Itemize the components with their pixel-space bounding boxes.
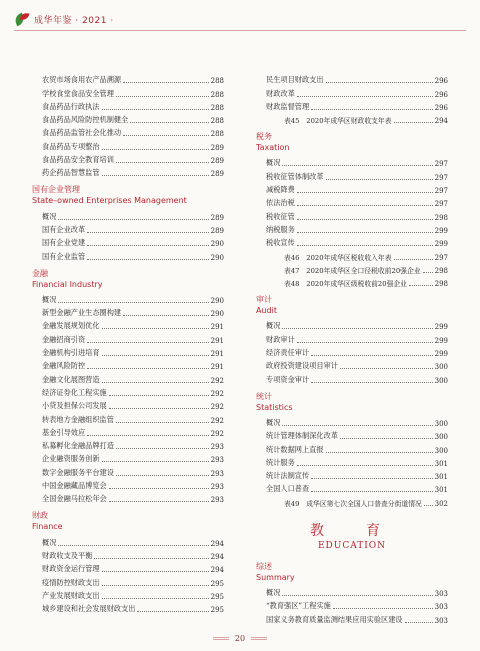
section-heading-en: Taxation — [256, 143, 290, 153]
toc-page-number: 297 — [434, 160, 448, 169]
toc-entry[interactable] — [32, 222, 224, 235]
toc-entry[interactable] — [256, 168, 448, 181]
toc-page-number: 297 — [434, 173, 448, 182]
toc-page-number: 303 — [434, 603, 448, 612]
toc-entry-title: “教育强区”工程实施 — [256, 601, 333, 611]
toc-entry-title: 中国金融藏品博览会 — [32, 481, 109, 491]
leader-dots — [123, 315, 209, 316]
toc-entry[interactable] — [32, 318, 224, 331]
toc-page-number: 296 — [434, 103, 448, 112]
toc-entry[interactable] — [32, 331, 224, 344]
toc-page-number: 293 — [210, 483, 224, 492]
toc-entry[interactable] — [32, 451, 224, 464]
toc-entry[interactable] — [32, 371, 224, 384]
leader-dots — [116, 448, 209, 449]
leader-dots — [130, 122, 208, 123]
toc-entry[interactable] — [256, 318, 448, 331]
toc-group-financial-industry — [32, 292, 224, 505]
leader-dots — [116, 96, 209, 97]
toc-entry[interactable] — [32, 152, 224, 165]
header-divider — [14, 30, 466, 31]
toc-entry[interactable] — [256, 481, 448, 494]
section-heading-en: Audit — [256, 306, 277, 316]
toc-entry[interactable] — [256, 455, 448, 468]
toc-page-number: 291 — [210, 323, 224, 332]
toc-entry-title: 国有企业党建 — [32, 238, 87, 248]
leader-dots — [94, 558, 208, 559]
leader-dots — [340, 438, 433, 439]
toc-entry[interactable] — [32, 138, 224, 151]
toc-page-number: 297 — [434, 200, 448, 209]
toc-table-entry[interactable] — [256, 494, 448, 507]
toc-entry[interactable] — [32, 165, 224, 178]
toc-page-number: 299 — [434, 226, 448, 235]
toc-entry[interactable] — [256, 72, 448, 85]
toc-entry[interactable] — [32, 438, 224, 451]
leader-dots — [58, 219, 208, 220]
leader-dots — [282, 328, 432, 329]
leader-dots — [58, 302, 208, 303]
leader-dots — [102, 175, 209, 176]
toc-page-number: 293 — [210, 456, 224, 465]
leader-dots — [87, 245, 208, 246]
toc-entry-title: 表46 2020年成华区税收收入年表 — [256, 252, 394, 262]
toc-entry[interactable] — [256, 99, 448, 112]
toc-entry-title: 企业融资服务创新 — [32, 454, 102, 464]
toc-entry[interactable] — [32, 548, 224, 561]
toc-entry-title: 金融发展规划优化 — [32, 321, 102, 331]
toc-page-number: 289 — [210, 170, 224, 179]
leader-dots — [109, 408, 209, 409]
toc-entry[interactable] — [32, 491, 224, 504]
toc-table-entry[interactable] — [256, 262, 448, 275]
toc-left-column — [32, 72, 224, 614]
toc-group-finance — [32, 534, 224, 614]
leader-dots — [297, 192, 433, 193]
toc-entry[interactable] — [32, 411, 224, 424]
toc-entry-title: 概况 — [32, 295, 58, 305]
toc-entry-title: 统计管理体制深化改革 — [256, 431, 340, 441]
leader-dots — [282, 425, 432, 426]
toc-entry[interactable] — [32, 385, 224, 398]
leader-dots — [423, 272, 433, 273]
toc-page-number: 288 — [210, 90, 224, 99]
section-heading-en: Finance — [32, 522, 63, 532]
header-title: 成华年鉴 · 2021 · — [34, 15, 114, 26]
toc-entry-title: 表45 2020年成华区财政收支年表 — [256, 115, 394, 125]
toc-entry-title: 概况 — [32, 212, 58, 222]
toc-entry[interactable] — [256, 428, 448, 441]
toc-page-number: 292 — [210, 416, 224, 425]
toc-page-number: 302 — [434, 499, 448, 508]
toc-entry-title: 政府投资建设项目审计 — [256, 361, 340, 371]
toc-page-number: 296 — [434, 77, 448, 86]
toc-page-number: 300 — [434, 433, 448, 442]
toc-entry-title: 财政改革 — [256, 89, 297, 99]
toc-entry-title: 财政审计 — [256, 335, 297, 345]
toc-entry[interactable] — [32, 292, 224, 305]
toc-entry-title: 疫情防控财政支出 — [32, 578, 102, 588]
toc-page-number: 298 — [434, 266, 448, 275]
toc-page-number: 303 — [434, 616, 448, 625]
toc-entry-title: 概况 — [256, 321, 282, 331]
toc-entry-title: 税收宣传 — [256, 238, 297, 248]
toc-entry-title: 财政收支及平衡 — [32, 551, 94, 561]
leader-dots — [311, 355, 432, 356]
toc-page-number: 290 — [210, 240, 224, 249]
toc-page-number: 290 — [210, 296, 224, 305]
toc-entry-title: 产业发展财政支出 — [32, 591, 102, 601]
chapter-subtitle: EDUCATION — [317, 540, 387, 551]
toc-entry[interactable] — [256, 208, 448, 221]
toc-page-number: 289 — [210, 157, 224, 166]
toc-entry-title: 基金引导效应 — [32, 428, 87, 438]
toc-group-food-safety — [32, 72, 224, 178]
toc-group-summary — [256, 585, 448, 625]
toc-page-number: 294 — [210, 552, 224, 561]
toc-page-number: 288 — [210, 103, 224, 112]
toc-entry-title: 全国金融马拉松年会 — [32, 494, 109, 504]
toc-entry-title: 食品药品风险防控机制健全 — [32, 115, 130, 125]
toc-entry-title: 税收征管 — [256, 212, 297, 222]
toc-entry[interactable] — [32, 248, 224, 261]
toc-entry-title: 概况 — [256, 158, 282, 168]
toc-group-statistics — [256, 415, 448, 508]
section-heading-cn: 统计 — [256, 391, 272, 401]
toc-entry[interactable] — [32, 478, 224, 491]
toc-entry-title: 食品药品安全教育培训 — [32, 155, 116, 165]
toc-entry[interactable] — [256, 85, 448, 98]
leader-dots — [405, 622, 433, 623]
leader-dots — [116, 475, 209, 476]
toc-page-number: 288 — [210, 117, 224, 126]
toc-page-number: 295 — [210, 592, 224, 601]
leader-dots — [394, 122, 433, 123]
leader-dots — [297, 232, 433, 233]
toc-page-number: 290 — [210, 253, 224, 262]
toc-entry-title: 税收征管体制改革 — [256, 172, 326, 182]
toc-page-number: 301 — [434, 486, 448, 495]
toc-entry-title: 表48 2020年成华区级税收前20强企业 — [256, 278, 409, 288]
toc-entry-title: 小贷及担保公司发展 — [32, 401, 109, 411]
toc-page-number: 288 — [210, 130, 224, 139]
toc-entry-title: 国有企业改革 — [32, 225, 87, 235]
toc-entry-title: 金融文化展图营造 — [32, 375, 102, 385]
toc-entry-title: 国有企业监管 — [32, 252, 87, 262]
leader-dots — [87, 435, 208, 436]
toc-entry[interactable] — [32, 72, 224, 85]
toc-entry[interactable] — [256, 155, 448, 168]
section-heading-cn: 金融 — [32, 268, 48, 278]
toc-entry-title: 食品药品行政执法 — [32, 102, 102, 112]
chapter-title: 教 育 — [310, 522, 394, 539]
toc-entry[interactable] — [32, 99, 224, 112]
toc-page-number: 294 — [210, 539, 224, 548]
toc-entry-title: 学校食堂食品安全管理 — [32, 89, 116, 99]
toc-page-number: 299 — [434, 323, 448, 332]
toc-table-entry[interactable] — [256, 275, 448, 288]
leader-dots — [102, 382, 209, 383]
toc-entry-title: 统计数据网上直报 — [256, 445, 326, 455]
toc-entry-title: 依法治税 — [256, 198, 297, 208]
toc-entry[interactable] — [256, 345, 448, 358]
toc-table-entry[interactable] — [256, 248, 448, 261]
toc-entry[interactable] — [256, 585, 448, 598]
leader-dots — [297, 245, 433, 246]
toc-page-number: 294 — [434, 117, 448, 126]
toc-entry-title: 概况 — [32, 538, 58, 548]
leader-dots — [394, 259, 433, 260]
leader-dots — [311, 478, 432, 479]
toc-entry[interactable] — [32, 561, 224, 574]
toc-page-number: 291 — [210, 336, 224, 345]
section-heading-en: State–owned Enterprises Management — [32, 196, 187, 206]
toc-entry-title: 药企药品智慧监管 — [32, 168, 102, 178]
toc-entry-title: 表49 成华区第七次全国人口普查分街道情况 — [256, 498, 424, 508]
toc-entry-title: 城乡建设和社会发展财政支出 — [32, 604, 137, 614]
section-heading-en: Financial Industry — [32, 279, 103, 289]
leader-dots — [87, 342, 208, 343]
toc-page-number: 299 — [434, 240, 448, 249]
toc-entry-title: 农贸市场食用农产品溯源 — [32, 75, 123, 85]
toc-entry-title: 纳税服务 — [256, 225, 297, 235]
leader-dots — [58, 545, 208, 546]
toc-page-number: 301 — [434, 473, 448, 482]
toc-entry-title: 经济证券化工程实施 — [32, 388, 109, 398]
section-heading-cn: 财政 — [32, 511, 48, 521]
leader-dots — [109, 395, 209, 396]
toc-entry[interactable] — [32, 398, 224, 411]
section-heading-cn: 审计 — [256, 295, 272, 305]
toc-entry[interactable] — [256, 235, 448, 248]
toc-entry[interactable] — [256, 182, 448, 195]
toc-page-number: 295 — [210, 579, 224, 588]
toc-entry-title: 概况 — [256, 418, 282, 428]
toc-entry[interactable] — [32, 125, 224, 138]
toc-page-number: 300 — [434, 376, 448, 385]
toc-page-number: 293 — [210, 443, 224, 452]
toc-entry[interactable] — [256, 331, 448, 344]
leader-dots — [102, 328, 209, 329]
leader-dots — [123, 135, 209, 136]
toc-entry[interactable] — [256, 611, 448, 624]
toc-page-number: 300 — [434, 363, 448, 372]
toc-page-number: 299 — [434, 350, 448, 359]
toc-entry-title: 表47 2020年成华区全口径税收前20强企业 — [256, 265, 423, 275]
toc-entry[interactable] — [256, 371, 448, 384]
toc-page-number: 293 — [210, 469, 224, 478]
toc-entry-title: 民生项目财政支出 — [256, 75, 326, 85]
leader-dots — [116, 162, 209, 163]
leader-dots — [102, 149, 209, 150]
toc-page-number: 289 — [210, 143, 224, 152]
toc-entry-title: 专项资金审计 — [256, 375, 311, 385]
toc-entry-title: 全国人口普查 — [256, 484, 311, 494]
toc-entry-title: 经济责任审计 — [256, 348, 311, 358]
toc-entry-title: 财政监督管理 — [256, 102, 311, 112]
leader-dots — [297, 342, 433, 343]
toc-page-number: 298 — [434, 213, 448, 222]
toc-page-number: 300 — [434, 419, 448, 428]
toc-entry-title: 财政资金运行管理 — [32, 564, 102, 574]
section-heading-cn: 综述 — [256, 561, 272, 571]
toc-entry-title: 减税降费 — [256, 185, 297, 195]
toc-entry[interactable] — [32, 112, 224, 125]
toc-entry[interactable] — [256, 441, 448, 454]
leader-dots — [87, 232, 208, 233]
section-heading-cn: 国有企业管理 — [32, 185, 80, 195]
toc-entry-title: 统计法制宣传 — [256, 471, 311, 481]
toc-entry[interactable] — [32, 601, 224, 614]
toc-page-number: 292 — [210, 376, 224, 385]
toc-page-number: 294 — [210, 566, 224, 575]
toc-entry-title: 转表地方金融组织监管 — [32, 415, 116, 425]
toc-page-number: 289 — [210, 226, 224, 235]
toc-entry[interactable] — [32, 534, 224, 547]
leader-dots — [297, 465, 433, 466]
toc-page-number: 292 — [210, 389, 224, 398]
toc-page-number: 296 — [434, 90, 448, 99]
toc-table-entry[interactable] — [256, 112, 448, 125]
toc-page-number: 292 — [210, 403, 224, 412]
leader-dots — [109, 501, 209, 502]
yearbook-logo-icon — [14, 11, 30, 27]
toc-page-number: 303 — [434, 590, 448, 599]
leader-dots — [102, 571, 209, 572]
leader-dots — [340, 368, 433, 369]
toc-entry[interactable] — [32, 85, 224, 98]
toc-entry[interactable] — [32, 588, 224, 601]
page-number: 20 — [234, 634, 246, 643]
leader-dots — [116, 422, 209, 423]
leader-dots — [102, 355, 209, 356]
leader-dots — [102, 461, 209, 462]
leader-dots — [311, 491, 432, 492]
toc-group-finance-cont — [256, 72, 448, 125]
leader-dots — [109, 488, 209, 489]
leader-dots — [311, 109, 432, 110]
leader-dots — [102, 109, 209, 110]
toc-page-number: 297 — [434, 253, 448, 262]
toc-entry-title: 食品药品监管社会化推动 — [32, 128, 123, 138]
toc-entry[interactable] — [32, 305, 224, 318]
toc-entry-title: 新型金融产业生态圈构建 — [32, 308, 123, 318]
leader-dots — [326, 452, 433, 453]
toc-page-number: 292 — [210, 429, 224, 438]
toc-page-number: 290 — [210, 310, 224, 319]
leader-dots — [297, 96, 433, 97]
section-heading-en: Summary — [256, 572, 295, 582]
page-header — [14, 8, 114, 30]
toc-entry-title: 私募孵化金融品牌打造 — [32, 441, 116, 451]
leader-dots — [282, 595, 432, 596]
toc-entry-title: 数字金融服务平台建设 — [32, 468, 116, 478]
toc-page-number: 293 — [210, 496, 224, 505]
toc-entry[interactable] — [256, 222, 448, 235]
leader-dots — [137, 611, 208, 612]
toc-page-number: 295 — [210, 606, 224, 615]
leader-dots — [311, 382, 432, 383]
section-heading-cn: 税务 — [256, 132, 272, 142]
toc-entry[interactable] — [256, 358, 448, 371]
leader-dots — [87, 259, 208, 260]
leader-dots — [123, 82, 209, 83]
toc-group-audit — [256, 318, 448, 384]
toc-group-taxation — [256, 155, 448, 288]
toc-page-number: 299 — [434, 336, 448, 345]
leader-dots — [282, 165, 432, 166]
toc-entry[interactable] — [32, 208, 224, 221]
toc-entry-title: 统计服务 — [256, 458, 297, 468]
leader-dots — [424, 505, 433, 506]
toc-entry[interactable] — [32, 345, 224, 358]
leader-dots — [297, 205, 433, 206]
toc-entry[interactable] — [32, 235, 224, 248]
toc-page-number: 301 — [434, 459, 448, 468]
toc-entry[interactable] — [32, 574, 224, 587]
leader-dots — [409, 285, 433, 286]
toc-entry[interactable] — [32, 464, 224, 477]
section-heading-en: Statistics — [256, 402, 293, 412]
toc-page-number: 297 — [434, 187, 448, 196]
footer-ornament — [251, 637, 267, 640]
toc-group-soe — [32, 208, 224, 261]
page-footer — [0, 634, 480, 643]
toc-page-number: 300 — [434, 446, 448, 455]
toc-page-number: 291 — [210, 350, 224, 359]
toc-entry-title: 金融风险防控 — [32, 361, 87, 371]
toc-entry[interactable] — [32, 358, 224, 371]
toc-right-column — [256, 72, 448, 625]
leader-dots — [333, 608, 433, 609]
leader-dots — [102, 585, 209, 586]
toc-entry-title: 国家义务教育质量监测结果应用实验区建设 — [256, 615, 405, 625]
toc-entry[interactable] — [256, 598, 448, 611]
toc-page-number: 288 — [210, 77, 224, 86]
toc-entry[interactable] — [256, 468, 448, 481]
toc-page-number: 298 — [434, 280, 448, 289]
toc-entry-title: 食品药品专项整治 — [32, 142, 102, 152]
leader-dots — [87, 368, 208, 369]
leader-dots — [297, 219, 433, 220]
leader-dots — [326, 82, 433, 83]
toc-page-number: 291 — [210, 363, 224, 372]
footer-ornament — [213, 637, 229, 640]
toc-entry[interactable] — [256, 415, 448, 428]
toc-entry-title: 金融招商引资 — [32, 335, 87, 345]
toc-entry-title: 概况 — [256, 588, 282, 598]
toc-entry[interactable] — [32, 425, 224, 438]
toc-entry-title: 金融机构引进培育 — [32, 348, 102, 358]
toc-entry[interactable] — [256, 195, 448, 208]
toc-page-number: 289 — [210, 213, 224, 222]
leader-dots — [102, 598, 209, 599]
leader-dots — [326, 179, 433, 180]
